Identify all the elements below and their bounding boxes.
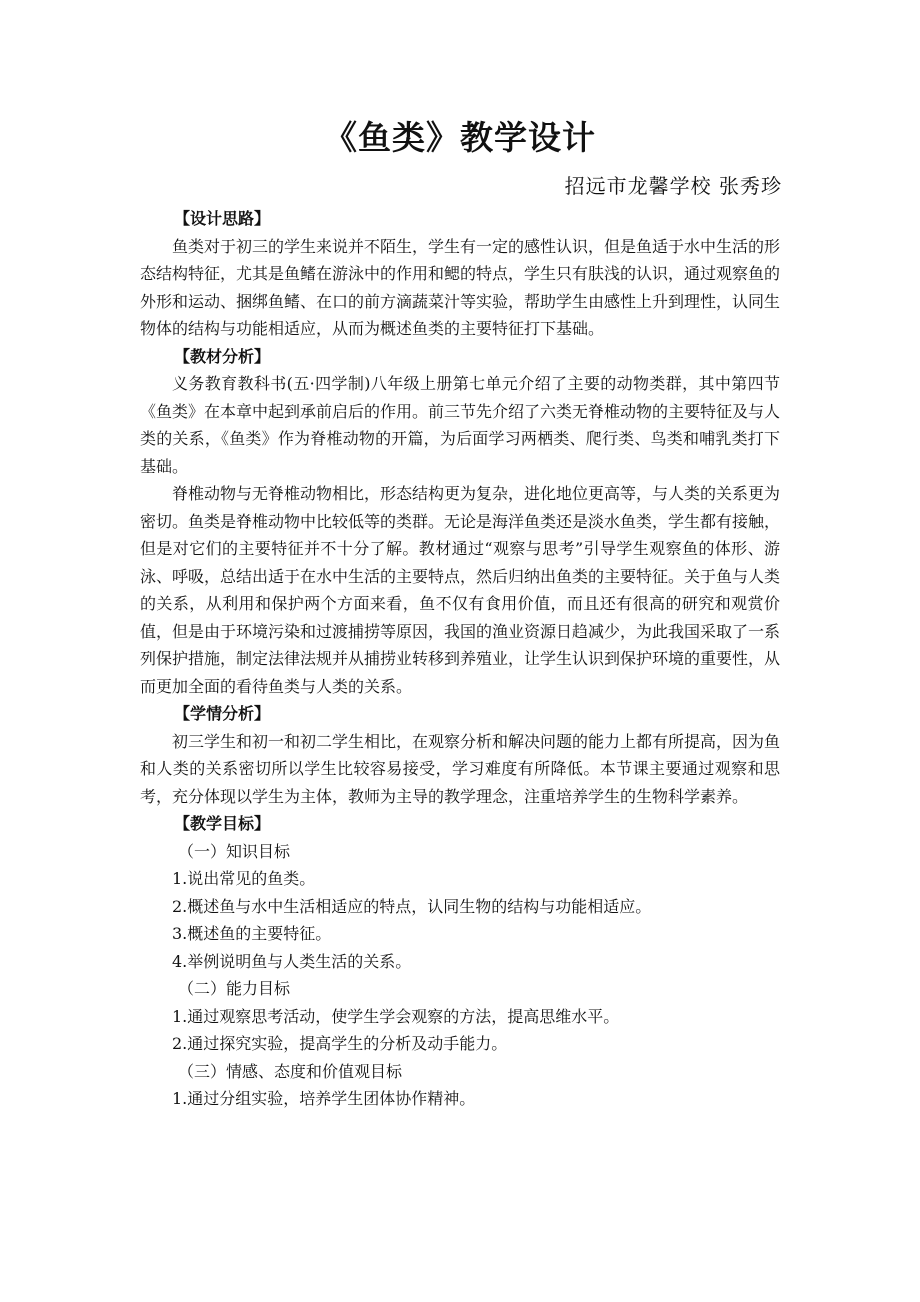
goal-subtitle-knowledge: （一）知识目标	[178, 841, 291, 861]
paragraph-design: 鱼类对于初三的学生来说并不陌生，学生有一定的感性认识，但是鱼适于水中生活的形态结构特征，尤其是鱼鳍在游泳中的作用和鳃的特点，学生只有肤浅的认识，通过观察鱼的外形和运动、捆绑鱼鳍、在口的前方滴蔬菜汁等实验，帮助学生由感性上升到理性，认同生物体的结构与功能相适应，从而为概述鱼类的主要特征打下基础。	[140, 236, 781, 338]
goal-item: 1.通过分组实验，培养学生团体协作精神。	[172, 1089, 476, 1108]
goal-item: 1.通过观察思考活动，使学生学会观察的方法，提高思维水平。	[172, 1006, 620, 1026]
heading-material: 【教材分析】	[174, 346, 271, 366]
heading-students: 【学情分析】	[174, 704, 271, 723]
paragraph-material-2: 脊椎动物与无脊椎动物相比，形态结构更为复杂，进化地位更高等，与人类的关系更为密切。鱼类是脊椎动物中比较低等的类群。无论是海洋鱼类还是淡水鱼类，学生都有接触，但是对它们的主要特征并不十分了解。教材通过“观察与思考”引导学生观察鱼的体形、游泳、呼吸，总结出适于在水中生活的主要特点，然后归纳出鱼类的主要特征。关于鱼与人类的关系，从利用和保护两个方面来看，鱼不仅有食用价值，而且还有很高的研究和观赏价值，但是由于环境污染和过渡捕捞等原因，我国的渔业资源日趋减少，为此我国采取了一系列保护措施，制定法律法规并从捕捞业转移到养殖业，让学生认识到保护环境的重要性，从而更加全面的看待鱼类与人类的关系。	[140, 484, 781, 696]
goal-subtitle-ability: （二）能力目标	[178, 979, 291, 998]
heading-goals: 【教学目标】	[174, 814, 271, 833]
goal-subtitle-emotion: （三）情感、态度和价值观目标	[178, 1061, 403, 1081]
heading-design: 【设计思路】	[174, 209, 271, 228]
author-line: 招远市龙馨学校 张秀珍	[564, 174, 782, 198]
goal-item: 2.概述鱼与水中生活相适应的特点，认同生物的结构与功能相适应。	[172, 896, 652, 916]
goal-item: 1.说出常见的鱼类。	[172, 869, 316, 888]
paragraph-material-1: 义务教育教科书(五·四学制)八年级上册第七单元介绍了主要的动物类群，其中第四节《鱼类》在本章中起到承前启后的作用。前三节先介绍了六类无脊椎动物的主要特征及与人类的关系，《鱼类》作为脊椎动物的开篇，为后面学习两栖类、爬行类、鸟类和哺乳类打下基础。	[140, 374, 781, 476]
document-body	[140, 205, 780, 1113]
paragraph-students: 初三学生和初一和初二学生相比，在观察分析和解决问题的能力上都有所提高，因为鱼和人类的关系密切所以学生比较容易接受，学习难度有所降低。本节课主要通过观察和思考，充分体现以学生为主体，教师为主导的教学理念，注重培养学生的生物科学素养。	[140, 731, 781, 806]
goal-item: 4.举例说明鱼与人类生活的关系。	[172, 951, 412, 971]
goal-item: 3.概述鱼的主要特征。	[172, 924, 332, 943]
goal-item: 2.通过探究实验，提高学生的分析及动手能力。	[172, 1034, 508, 1053]
document-title: 《鱼类》教学设计	[324, 118, 596, 157]
